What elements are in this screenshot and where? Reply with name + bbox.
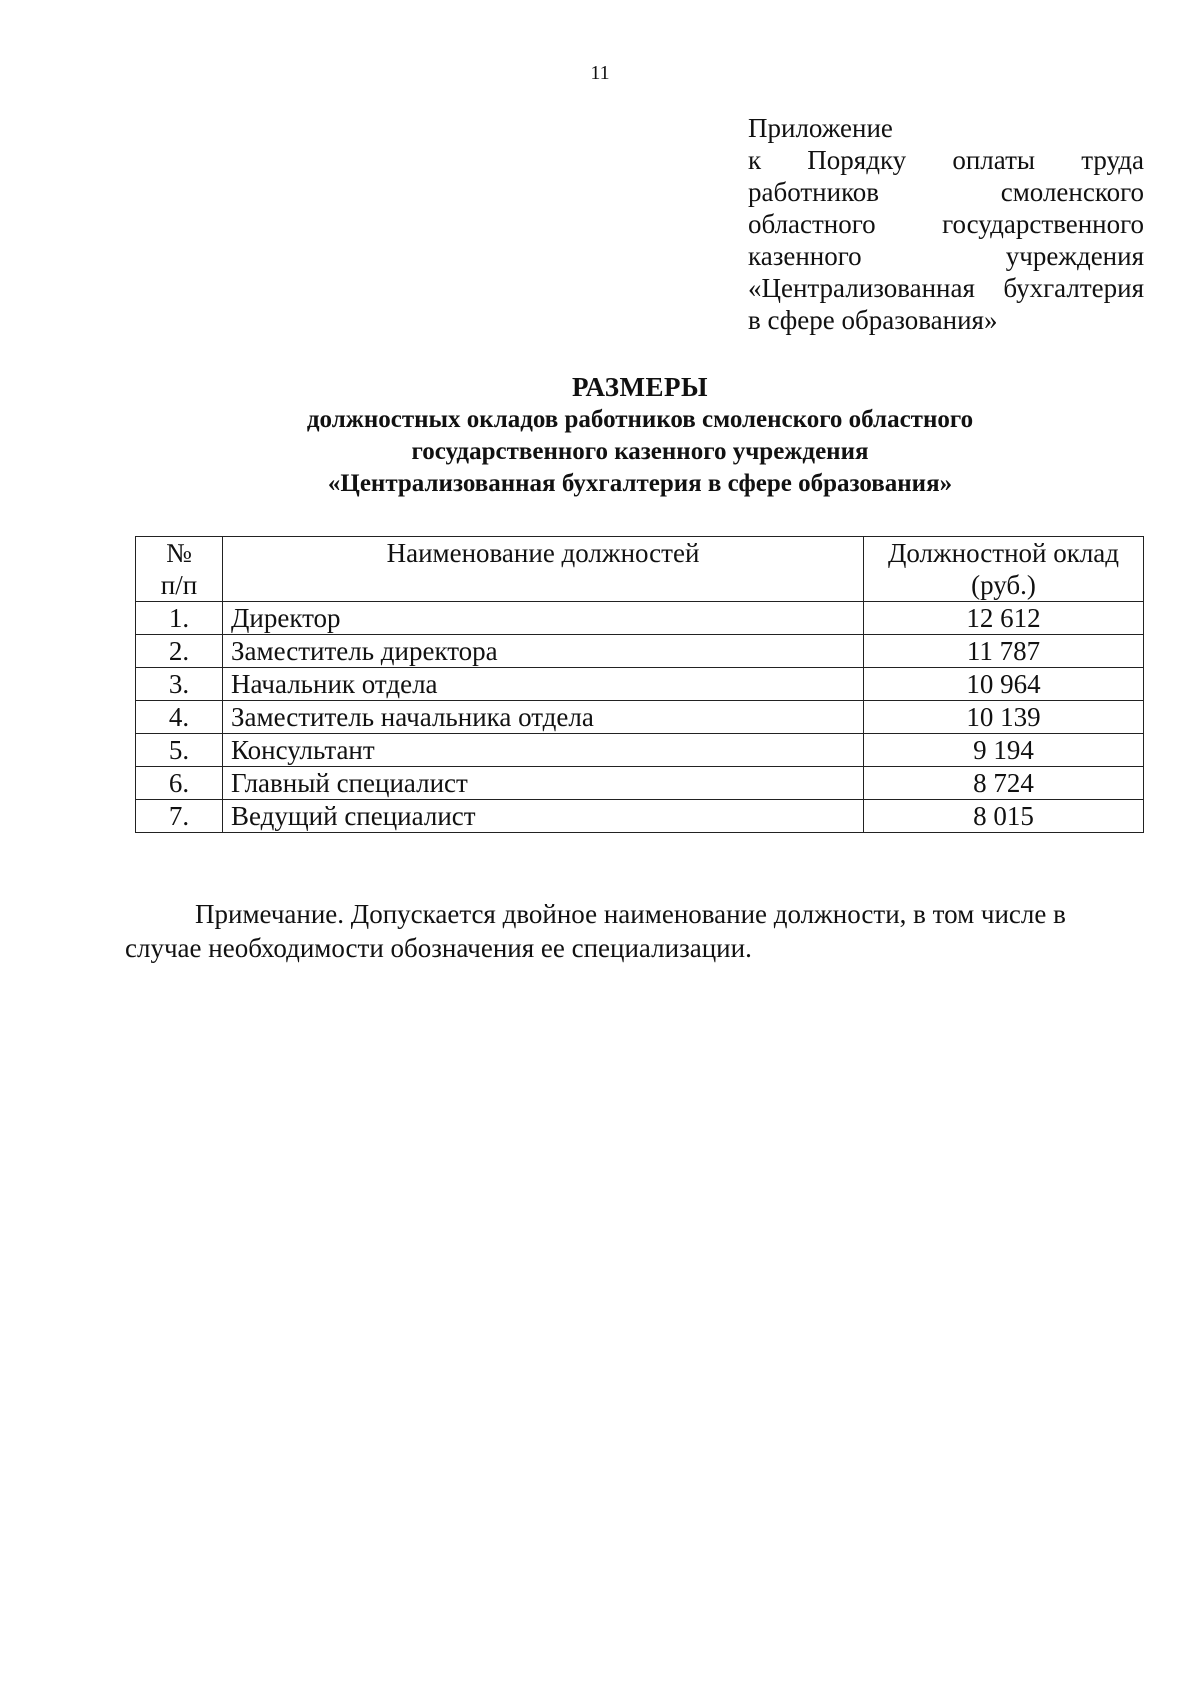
salary-table [135, 536, 1144, 833]
row-number: 5. [136, 734, 223, 767]
row-number: 1. [136, 602, 223, 635]
row-salary: 8 015 [864, 800, 1144, 833]
row-number: 2. [136, 635, 223, 668]
table-row [136, 635, 1144, 668]
table-row [136, 734, 1144, 767]
appendix-line: в сфере образования» [748, 305, 998, 335]
page-number: 11 [590, 62, 610, 84]
row-position: Директор [223, 602, 864, 635]
appendix-word: смоленского [1000, 177, 1144, 207]
appendix-word: труда [1081, 145, 1144, 175]
row-number: 6. [136, 767, 223, 800]
header-salary-line: Должностной оклад [887, 538, 1120, 568]
appendix-line [748, 144, 1144, 176]
header-salary-line: (руб.) [971, 570, 1036, 600]
appendix-word: учреждения [1005, 241, 1144, 271]
appendix-line [748, 208, 1144, 240]
header-number-line: п/п [160, 570, 198, 600]
row-salary: 10 139 [864, 701, 1144, 734]
row-number: 4. [136, 701, 223, 734]
appendix-word: областного [748, 209, 876, 239]
appendix-word: бухгалтерия [1003, 273, 1144, 303]
appendix-line [748, 240, 1144, 272]
table-row [136, 668, 1144, 701]
appendix-word: оплаты [952, 145, 1036, 175]
row-position: Консультант [223, 734, 864, 767]
row-position: Заместитель начальника отдела [223, 701, 864, 734]
document-title [0, 370, 1200, 500]
row-position: Главный специалист [223, 767, 864, 800]
row-number: 3. [136, 668, 223, 701]
row-salary: 11 787 [864, 635, 1144, 668]
appendix-word: «Централизованная [748, 273, 975, 303]
appendix-line: Приложение [748, 113, 893, 143]
row-salary: 9 194 [864, 734, 1144, 767]
title-line: должностных окладов работников смоленского областного [306, 406, 974, 433]
header-number [136, 537, 223, 602]
appendix-word: к [748, 145, 762, 175]
table-row [136, 800, 1144, 833]
row-position: Ведущий специалист [223, 800, 864, 833]
appendix-line [748, 176, 1144, 208]
header-salary [864, 537, 1144, 602]
appendix-line [748, 272, 1144, 304]
note-paragraph: Примечание. Допускается двойное наименование должности, в том числе в случае необходимости обозначения ее специализации. [125, 899, 1066, 963]
title-line: государственного казенного учреждения [411, 438, 869, 465]
appendix-word: Порядку [807, 145, 907, 175]
row-salary: 12 612 [864, 602, 1144, 635]
row-position: Заместитель директора [223, 635, 864, 668]
table-row [136, 701, 1144, 734]
table-header-row [136, 537, 1144, 602]
header-number-line: № [166, 538, 192, 568]
title-main: РАЗМЕРЫ [571, 372, 709, 402]
row-position: Начальник отдела [223, 668, 864, 701]
row-salary: 8 724 [864, 767, 1144, 800]
table-row [136, 767, 1144, 800]
appendix-word: работников [748, 177, 880, 207]
appendix-word: государственного [942, 209, 1144, 239]
header-position-name: Наименование должностей [223, 537, 864, 602]
row-salary: 10 964 [864, 668, 1144, 701]
appendix-word: казенного [748, 241, 862, 271]
title-line: «Централизованная бухгалтерия в сфере образования» [327, 470, 953, 497]
table-row [136, 602, 1144, 635]
row-number: 7. [136, 800, 223, 833]
appendix-header [748, 112, 1144, 336]
